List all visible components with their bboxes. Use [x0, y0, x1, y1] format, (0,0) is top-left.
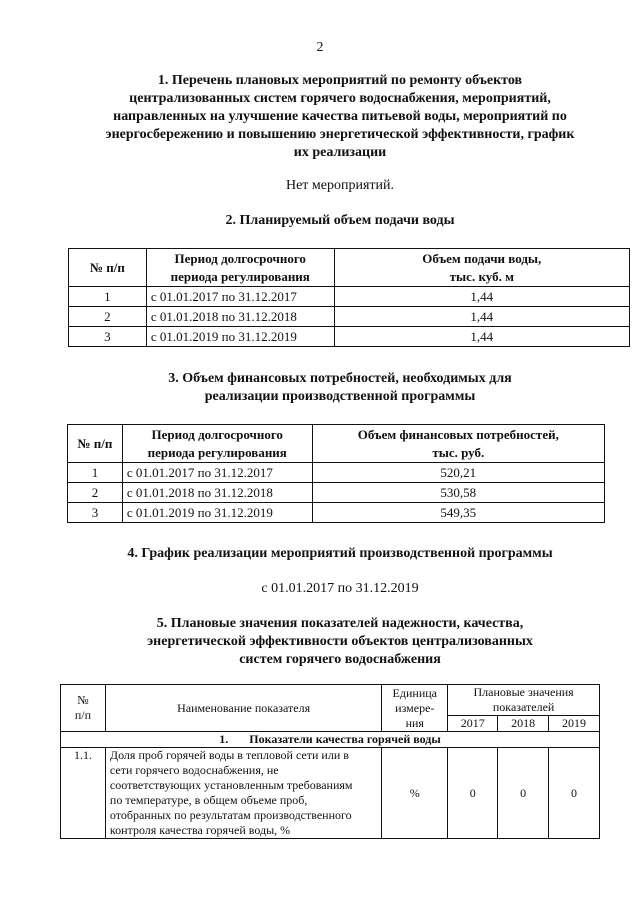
indicator-name: Доля проб горячей воды в тепловой сети или в сети горячего водоснабжения, не соответствующих установленным требованиям по температуре, в общем объеме проб, отобранных по результатам производственного контроля качества горячей воды, %	[105, 748, 381, 839]
header-indicator-name: Наименование показателя	[105, 685, 381, 732]
header-num: № п/п	[61, 685, 106, 732]
section1-text: Нет мероприятий.	[285, 178, 395, 193]
table-row: 3 с 01.01.2019 по 31.12.2019 1,44	[69, 327, 630, 347]
subsection-row: 1. Показатели качества горячей воды	[61, 732, 600, 748]
header-period: Период долгосрочного периода регулирования	[122, 425, 312, 463]
table-row: 2 с 01.01.2018 по 31.12.2018 530,58	[68, 483, 605, 503]
section4-title: 4. График реализации мероприятий производственной программы	[127, 546, 553, 561]
header-finance: Объем финансовых потребностей, тыс. руб.	[312, 425, 604, 463]
header-volume: Объем подачи воды, тыс. куб. м	[334, 249, 629, 287]
water-volume-table	[68, 248, 630, 347]
indicators-table	[60, 684, 600, 839]
table-row: 2 с 01.01.2018 по 31.12.2018 1,44	[69, 307, 630, 327]
section1-title: 1. Перечень плановых мероприятий по ремонту объектов централизованных систем горячего водоснабжения, мероприятий, направленных на улучшение качества питьевой воды, мероприятий по энергосбережению и повышению энергетической эффективности, график их реализации	[105, 73, 575, 160]
table-row: 1 с 01.01.2017 по 31.12.2017 1,44	[69, 287, 630, 307]
table-row: 1.1. Доля проб горячей воды в тепловой сети или в сети горячего водоснабжения, не соответствующих установленным требованиям по температуре, в общем объеме проб, отобранных по результатам производственного контроля качества горячей воды, % % 0 0 0	[61, 748, 600, 839]
header-num: № п/п	[69, 249, 147, 287]
header-year-2018: 2018	[498, 716, 549, 732]
section5-title: 5. Плановые значения показателей надежности, качества, энергетической эффективности объектов централизованных систем горячего водоснабжения	[147, 616, 533, 667]
section2-title: 2. Планируемый объем подачи воды	[225, 213, 455, 228]
header-year-2019: 2019	[549, 716, 600, 732]
header-period: Период долгосрочного периода регулирования	[146, 249, 334, 287]
table-row: 3 с 01.01.2019 по 31.12.2019 549,35	[68, 503, 605, 523]
page-number: 2	[316, 40, 324, 55]
section3-title: 3. Объем финансовых потребностей, необходимых для реализации производственной программы	[168, 371, 512, 404]
header-unit: Единица измере- ния	[382, 685, 448, 732]
financial-needs-table	[67, 424, 605, 523]
header-num: № п/п	[68, 425, 123, 463]
table-row: 1 с 01.01.2017 по 31.12.2017 520,21	[68, 463, 605, 483]
header-planned: Плановые значения показателей	[448, 685, 600, 716]
section4-text: с 01.01.2017 по 31.12.2019	[261, 581, 419, 596]
header-year-2017: 2017	[448, 716, 498, 732]
